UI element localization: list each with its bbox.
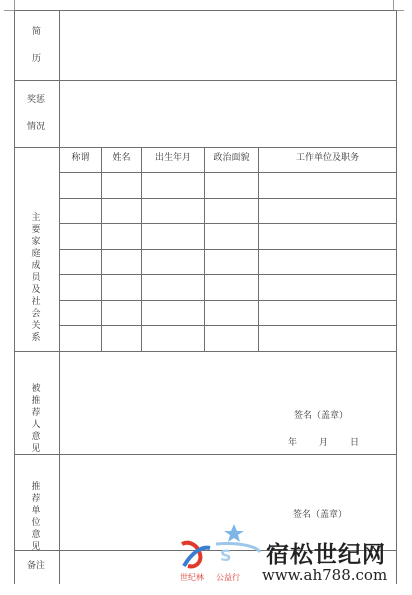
family-header-political-status: 政治面貌 xyxy=(213,153,250,163)
watermark-tagline-right: 公益行 xyxy=(216,573,240,582)
family-label-char: 会 xyxy=(31,309,41,319)
nominee-opinion-label xyxy=(26,383,46,455)
table-border-top xyxy=(14,10,397,11)
family-row-divider xyxy=(59,198,397,199)
family-row-divider xyxy=(59,249,397,250)
nominee-date-month: 月 xyxy=(319,438,329,448)
nominee-label-char: 推 xyxy=(31,396,41,406)
family-row-divider xyxy=(59,325,397,326)
family-label-char: 要 xyxy=(31,225,41,235)
family-row-divider xyxy=(59,300,397,301)
family-label-char: 系 xyxy=(31,333,41,343)
unit-label-char: 荐 xyxy=(31,494,41,504)
family-label-char: 成 xyxy=(31,261,41,271)
nominee-label-char: 荐 xyxy=(31,408,41,418)
row-divider xyxy=(14,454,397,455)
family-label-char: 员 xyxy=(31,273,41,283)
family-row-divider xyxy=(59,274,397,275)
awards-label-line: 奖惩 xyxy=(27,95,46,105)
watermark-site-name: 宿松世纪网 xyxy=(266,541,386,568)
watermark-tagline-left: 世纪林 xyxy=(180,573,204,582)
family-row-divider xyxy=(59,172,397,173)
family-label-char: 社 xyxy=(31,297,41,307)
family-header-work-position: 工作单位及职务 xyxy=(295,153,359,163)
unit-label-char: 位 xyxy=(31,518,41,528)
nominee-label-char: 见 xyxy=(31,444,41,454)
awards-label-line: 情况 xyxy=(27,122,46,132)
nominee-label-char: 意 xyxy=(31,432,41,442)
row-divider xyxy=(14,80,397,81)
unit-signature-label: 签名（盖章） xyxy=(293,510,348,520)
table-border-right xyxy=(396,10,397,584)
logo-text: S xyxy=(220,546,232,565)
unit-label-char: 见 xyxy=(31,542,41,552)
family-label-char: 庭 xyxy=(31,249,41,259)
family-header-relation: 称谓 xyxy=(71,153,90,163)
row-divider xyxy=(14,351,397,352)
label-column-divider xyxy=(59,10,60,584)
resume-label-char: 简 xyxy=(32,27,42,37)
watermark-logo xyxy=(176,522,262,582)
unit-label-char: 意 xyxy=(31,530,41,540)
nominee-label-char: 人 xyxy=(31,420,41,430)
resume-label-char: 历 xyxy=(32,54,42,64)
family-label-char: 关 xyxy=(31,321,41,331)
unit-label-char: 单 xyxy=(31,506,41,516)
family-row-divider xyxy=(59,223,397,224)
family-label xyxy=(26,212,46,344)
nominee-label-char: 被 xyxy=(31,384,41,394)
unit-opinion-label xyxy=(26,481,46,553)
family-label-char: 家 xyxy=(31,237,41,247)
row-divider xyxy=(14,147,397,148)
watermark-url: www.ah788.com xyxy=(262,566,388,584)
remarks-label: 备注 xyxy=(27,561,46,571)
family-header-name: 姓名 xyxy=(112,153,131,163)
nominee-signature-label: 签名（盖章） xyxy=(294,411,349,421)
nominee-date-day: 日 xyxy=(350,438,360,448)
family-header-birth: 出生年月 xyxy=(154,153,191,163)
family-label-char: 主 xyxy=(31,213,41,223)
nominee-date-year: 年 xyxy=(288,438,298,448)
unit-label-char: 推 xyxy=(31,482,41,492)
table-border-left xyxy=(14,10,15,584)
family-label-char: 及 xyxy=(31,285,41,295)
